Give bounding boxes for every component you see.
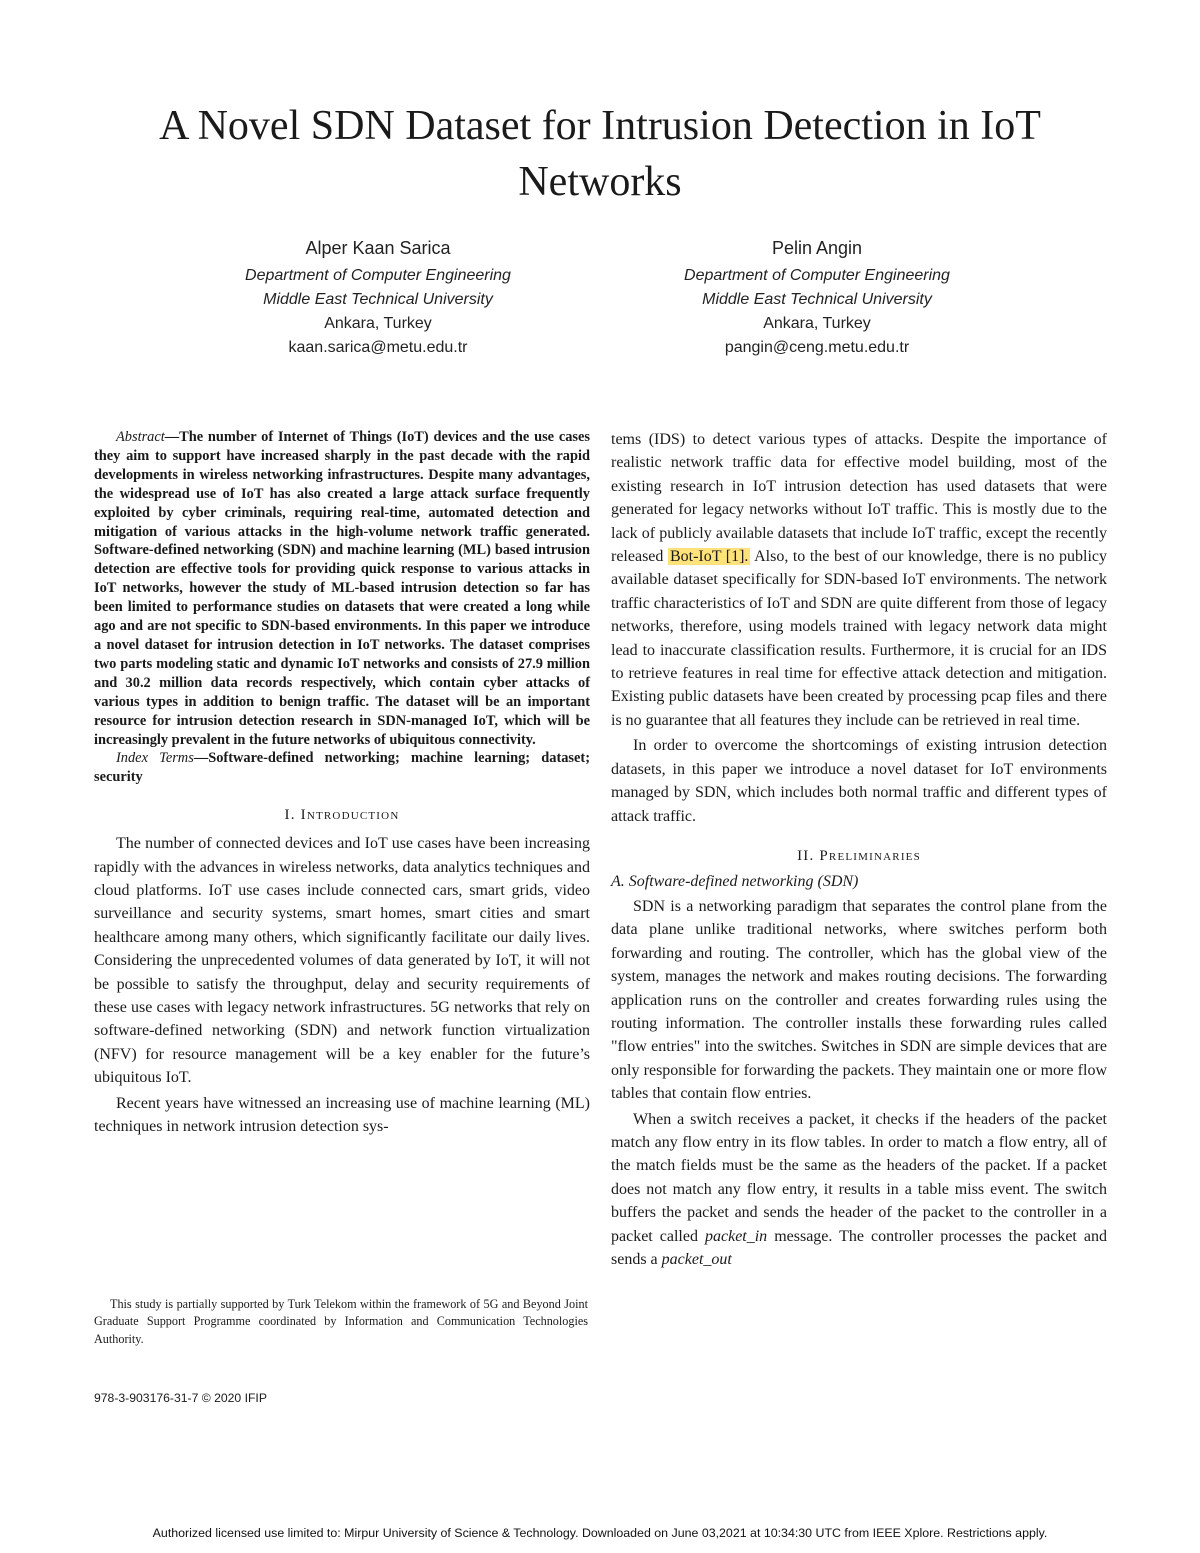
author-block-1 xyxy=(168,236,588,360)
author-university: Middle East Technical University xyxy=(263,291,493,308)
download-notice: Authorized licensed use limited to: Mirpur University of Science & Technology. Downloaded on June 03,2021 at 10:34:30 UTC from IEEE Xplore. Restrictions apply. xyxy=(152,1526,1048,1540)
left-column xyxy=(94,428,590,1141)
section-heading-preliminaries: II. Preliminaries xyxy=(797,847,921,864)
paragraph-text: When a switch receives a packet, it checks if the headers of the packet match any flow entry in its flow tables. In order to match a flow entry, all of the match fields must be the same as the headers of the packet. If a packet does not match any flow entry, it results in a table miss event. The switch buffers the packet and sends the header of the packet to the controller in a packet called xyxy=(611,1110,1107,1245)
author-email: pangin@ceng.metu.edu.tr xyxy=(724,339,910,356)
abstract xyxy=(94,428,590,749)
author-location: Ankara, Turkey xyxy=(324,315,432,332)
author-block-2 xyxy=(607,236,1027,360)
citation-highlight[interactable]: Bot-IoT [1]. xyxy=(669,548,749,566)
subsection-heading-sdn: A. Software-defined networking (SDN) xyxy=(611,872,859,890)
index-terms xyxy=(94,749,590,787)
intro-paragraph-2-continued xyxy=(611,428,1107,732)
index-terms-lead: Index Terms xyxy=(116,750,194,767)
author-name: Alper Kaan Sarica xyxy=(305,238,451,258)
intro-paragraph-3: In order to overcome the shortcomings of existing intrusion detection datasets, in this paper we introduce a novel dataset for IoT environments managed by SDN, which includes both normal traffic and different types of attack traffic. xyxy=(611,737,1107,825)
paragraph-text: tems (IDS) to detect various types of attacks. Despite the importance of realistic network traffic data for effective model building, most of the existing research in IoT intrusion detection has used datasets that were generated for legacy networks without IoT traffic. This is mostly due to the lack of publicly available datasets that include IoT traffic, except the recently released xyxy=(611,431,1107,566)
author-department: Department of Computer Engineering xyxy=(245,267,511,284)
abstract-lead: Abstract xyxy=(116,429,165,445)
sdn-paragraph-2 xyxy=(611,1108,1107,1272)
packet-in-term: packet_in xyxy=(704,1227,768,1245)
packet-out-term: packet_out xyxy=(661,1251,732,1268)
section-heading-introduction: I. Introduction xyxy=(284,807,400,824)
paragraph-text: Also, to the best of our knowledge, there is no publicy available dataset specifically for SDN-based IoT environments. The network traffic characteristics of IoT and SDN are quite different from those of legacy networks, therefore, using models trained with legacy network data might lead to inaccurate classification results. Furthermore, it is crucial for an IDS to retrieve features in real time for effective attack detection and mitigation. Existing public datasets have been created by processing pcap files and there is no guarantee that all features they include can be retrieved in real time. xyxy=(611,548,1108,729)
copyright-notice: 978-3-903176-31-7 © 2020 IFIP xyxy=(94,1391,267,1405)
sdn-paragraph-1: SDN is a networking paradigm that separates the control plane from the data plane unlike traditional networks, where switches perform both forwarding and routing. The controller, which has the global view of the system, manages the network and makes routing decisions. The forwarding application runs on the controller and creates forwarding rules using the routing information. The controller installs these forwarding rules called "flow entries" into the switches. Switches in SDN are simple devices that are only responsible for forwarding the packets. They maintain one or more flow tables that contain flow entries. xyxy=(611,897,1107,1103)
author-department: Department of Computer Engineering xyxy=(684,267,950,284)
paper-title: A Novel SDN Dataset for Intrusion Detection in IoT Networks xyxy=(159,103,1041,205)
footnote: This study is partially supported by Turk Telekom within the framework of 5G and Beyond Joint Graduate Support Programme coordinated by Information and Communication Technologies Authority. xyxy=(94,1297,588,1346)
intro-paragraph-2: Recent years have witnessed an increasing use of machine learning (ML) techniques in network intrusion detection sys- xyxy=(94,1094,590,1136)
right-column xyxy=(611,428,1107,1273)
intro-paragraph-1: The number of connected devices and IoT use cases have been increasing rapidly with the advances in wireless networks, data analytics techniques and cloud platforms. IoT use cases include connected cars, smart grids, video surveillance and security systems, smart homes, smart cities and smart healthcare among many others, which significantly facilitate our daily lives. Considering the unprecedented volumes of data generated by IoT, it will not be possible to satisfy the throughput, delay and security requirements of these use cases with legacy network infrastructures. 5G networks that rely on software-defined networking (SDN) and network function virtualization (NFV) for resource management will be a key enabler for the future’s ubiquitous IoT. xyxy=(94,835,590,1087)
author-university: Middle East Technical University xyxy=(702,291,932,308)
author-name: Pelin Angin xyxy=(771,238,863,258)
author-location: Ankara, Turkey xyxy=(763,315,871,332)
index-terms-text: —Software-defined networking; machine learning; dataset; security xyxy=(94,750,591,786)
paragraph-text: message. The controller processes the packet and sends a xyxy=(611,1227,1107,1268)
abstract-text: —The number of Internet of Things (IoT) devices and the use cases they aim to support have increased sharply in the past decade with the rapid developments in wireless networking infrastructures. Despite many advantages, the widespread use of IoT has also created a large attack surface frequently exploited by cyber criminals, requiring real-time, automated detection and mitigation of various attacks in the high-volume network traffic generated. Software-defined networking (SDN) and machine learning (ML) based intrusion detection are effective tools for providing quick response to various attacks in IoT networks, however the study of ML-based intrusion detection so far has been limited to performance studies on datasets that were created a long while ago and are not specific to SDN-based environments. In this paper we introduce a novel dataset for intrusion detection in IoT networks. The dataset comprises two parts modeling static and dynamic IoT networks and consists of 27.9 million and 30.2 million data records respectively, which contain cyber attacks of various types in addition to benign traffic. The dataset will be an important resource for intrusion detection research in SDN-managed IoT, which will be increasingly prevalent in the future networks of ubiquitous connectivity. xyxy=(94,429,590,748)
author-email: kaan.sarica@metu.edu.tr xyxy=(288,339,468,356)
